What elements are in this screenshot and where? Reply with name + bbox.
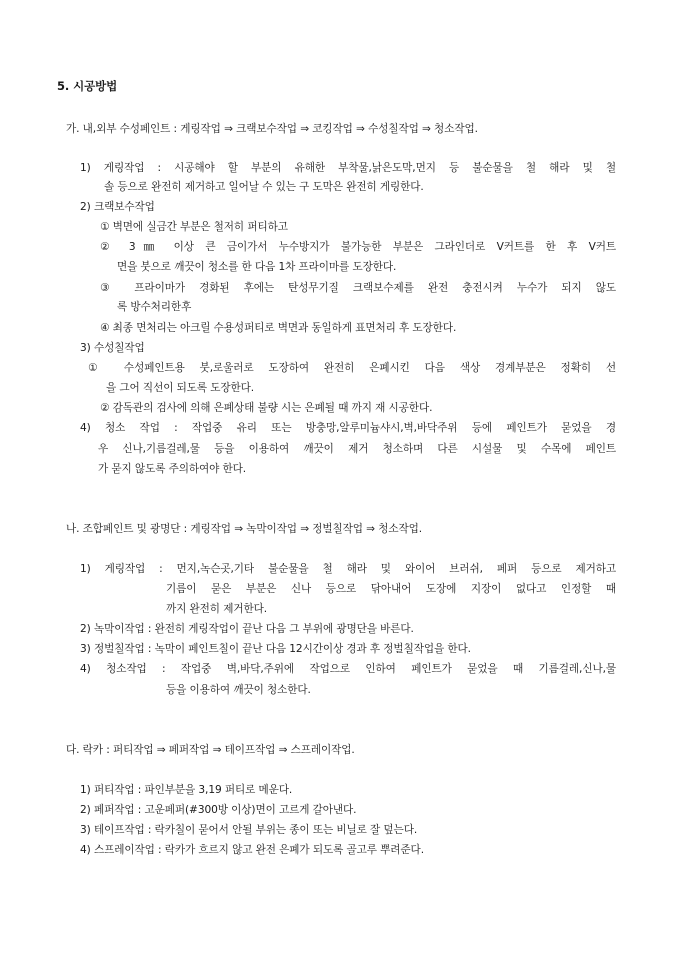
text-line: 등을 이용하여 깨끗이 청소한다. [166,684,311,696]
section-heading-ga: 가. 내,외부 수성페인트 : 게링작업 ⇒ 크랙보수작업 ⇒ 코킹작업 ⇒ 수성칠작업 ⇒ 청소작업. [66,123,478,135]
text-line: 을 그어 직선이 되도록 도장한다. [106,382,255,394]
text-line: 1) 게링작업 : 먼지,녹슨곳,기타 불순물을 철 해라 및 와이어 브러쉬, 페퍼 등으로 제거하고 [80,563,616,575]
text-line: ② 감독관의 검사에 의해 은폐상태 불량 시는 은폐될 때 까지 재 시공한다. [100,402,433,414]
text-line: ① 수성페인트용 붓,로울러로 도장하여 완전히 은폐시킨 다음 색상 경계부분은 정확히 선 [88,362,616,374]
section-heading-na: 나. 조합페인트 및 광명단 : 게링작업 ⇒ 녹막이작업 ⇒ 정벌칠작업 ⇒ 청소작업. [66,523,423,535]
text-line: 4) 청소 작업 : 작업중 유리 또는 방충망,알루미늄샤시,벽,바닥주위 등에 페인트가 묻었을 경 [80,422,616,434]
text-line: ④ 최종 면처리는 아크릴 수용성퍼티로 벽면과 동일하게 표면처리 후 도장한다. [100,322,457,334]
text-line: 기름이 묻은 부분은 신나 등으로 닦아내어 도장에 지장이 없다고 인정할 때 [166,583,616,595]
text-line: 록 방수처리한후 [117,301,192,313]
text-line: 1) 퍼티작업 : 파인부분을 3,19 퍼티로 메운다. [80,784,293,796]
text-line: 2) 크랙보수작업 [80,201,155,213]
section-heading-da: 다. 락카 : 퍼티작업 ⇒ 페퍼작업 ⇒ 테이프작업 ⇒ 스프레이작업. [66,744,355,756]
text-line: 면을 붓으로 깨끗이 청소를 한 다음 1차 프라이마를 도장한다. [117,261,397,273]
text-line: 3) 수성칠작업 [80,342,145,354]
text-line: ② 3㎜ 이상 큰 금이가서 누수방지가 불가능한 부분은 그라인더로 V커트를 한 후 V커트 [100,241,616,253]
text-line: 2) 페퍼작업 : 고운페퍼(#300방 이상)면이 고르게 갈아낸다. [80,804,357,816]
text-line: 가 묻지 않도록 주의하여야 한다. [98,463,247,475]
section-title: 5. 시공방법 [57,79,118,93]
text-line: 우 신나,기름걸레,물 등을 이용하여 깨끗이 제거 청소하며 다른 시설물 및 수목에 페인트 [98,443,616,455]
text-line: ① 벽면에 실금간 부분은 철저히 퍼티하고 [100,221,288,233]
text-line: 솔 등으로 완전히 제거하고 일어날 수 있는 구 도막은 완전히 게링한다. [104,181,424,193]
text-line: 3) 테이프작업 : 락카칠이 묻어서 안될 부위는 종이 또는 비닐로 잘 덮는다. [80,824,418,836]
text-line: ③ 프라이마가 경화된 후에는 탄성무기질 크랙보수제를 완전 충전시켜 누수가 되지 않도 [100,282,616,294]
text-line: 3) 정벌칠작업 : 녹막이 페인트칠이 끝난 다음 12시간이상 경과 후 정벌칠작업을 한다. [80,643,471,655]
text-line: 2) 녹막이작업 : 완전히 게링작업이 끝난 다음 그 부위에 광명단을 바른다. [80,623,414,635]
text-line: 1) 게링작업 : 시공해야 할 부분의 유해한 부착물,낡은도막,먼지 등 불순물을 철 해라 및 철 [80,162,616,174]
text-line: 4) 스프레이작업 : 락카가 흐르지 않고 완전 은폐가 되도록 골고루 뿌려준다. [80,844,424,856]
text-line: 까지 완전히 제거한다. [166,603,268,615]
text-line: 4) 청소작업 : 작업중 벽,바닥,주위에 작업으로 인하여 페인트가 묻었을 때 기름걸레,신나,물 [80,663,616,675]
